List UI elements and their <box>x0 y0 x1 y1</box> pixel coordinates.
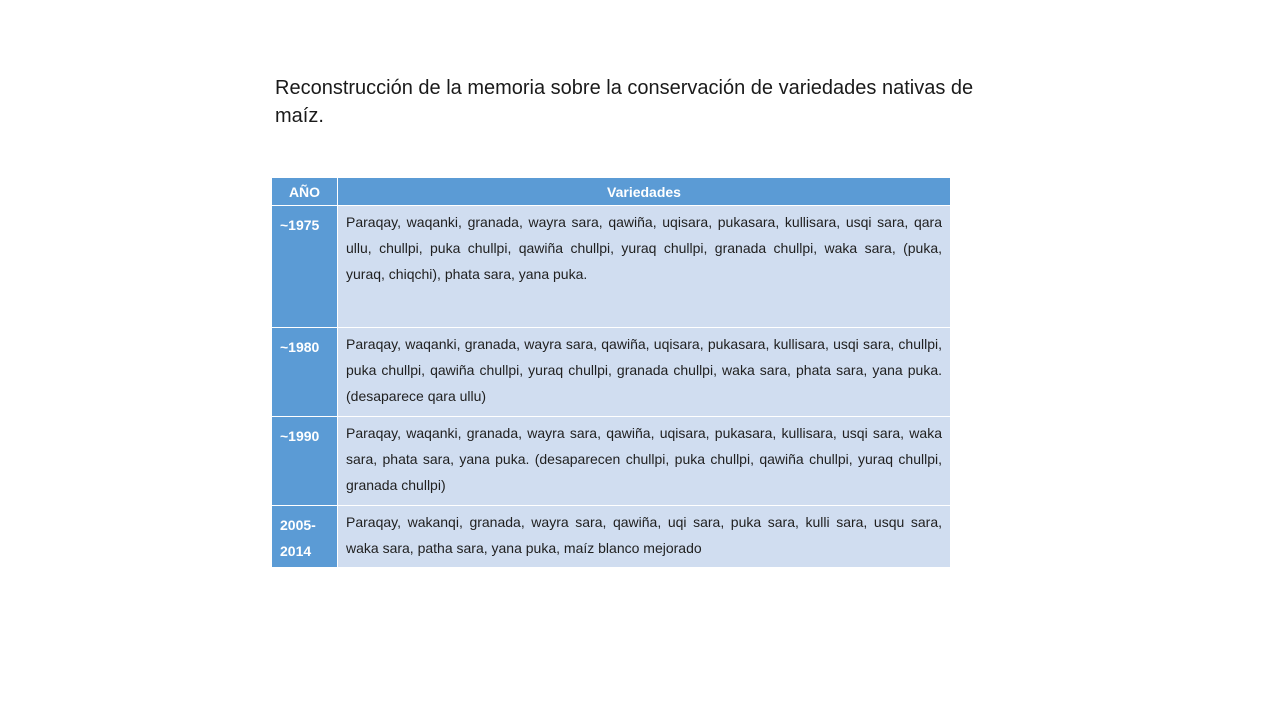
table-header-row <box>272 178 951 206</box>
table-row <box>272 417 951 506</box>
header-varieties: Variedades <box>338 178 951 206</box>
table-row <box>272 206 951 328</box>
year-cell: 2005-2014 <box>272 506 338 568</box>
varieties-cell: Paraqay, waqanki, granada, wayra sara, qawiña, uqisara, pukasara, kullisara, usqi sara, qara ullu, chullpi, puka chullpi, qawiña chullpi, yuraq chullpi, granada chullpi, waka sara, (puka, yuraq, chiqchi), phata sara, yana puka. <box>338 206 951 328</box>
year-cell: ~1990 <box>272 417 338 506</box>
year-cell: ~1975 <box>272 206 338 328</box>
varieties-cell: Paraqay, waqanki, granada, wayra sara, qawiña, uqisara, pukasara, kullisara, usqi sara, chullpi, puka chullpi, qawiña chullpi, yuraq chullpi, granada chullpi, waka sara, phata sara, yana puka. (desaparece qara ullu) <box>338 328 951 417</box>
table-row <box>272 506 951 568</box>
varieties-cell: Paraqay, waqanki, granada, wayra sara, qawiña, uqisara, pukasara, kullisara, usqi sara, waka sara, phata sara, yana puka. (desaparecen chullpi, puka chullpi, qawiña chullpi, yuraq chullpi, granada chullpi) <box>338 417 951 506</box>
page-title: Reconstrucción de la memoria sobre la conservación de variedades nativas de maíz. <box>275 77 974 127</box>
varieties-table <box>271 177 951 568</box>
header-year: AÑO <box>272 178 338 206</box>
table-row <box>272 328 951 417</box>
varieties-cell: Paraqay, wakanqi, granada, wayra sara, qawiña, uqi sara, puka sara, kulli sara, usqu sara, waka sara, patha sara, yana puka, maíz blanco mejorado <box>338 506 951 568</box>
year-cell: ~1980 <box>272 328 338 417</box>
